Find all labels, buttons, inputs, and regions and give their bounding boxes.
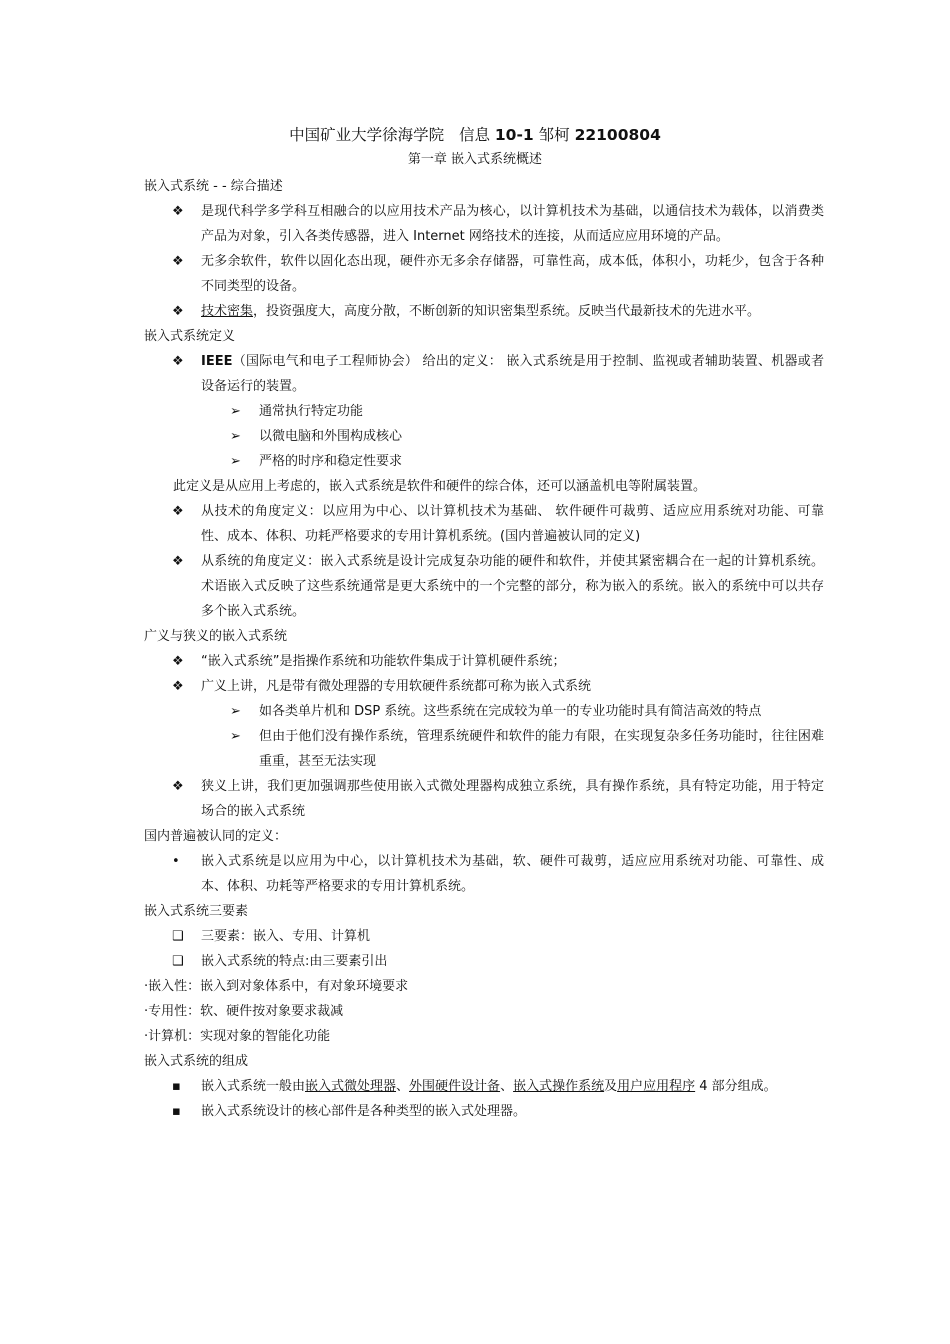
- diamond-bullet-icon: ❖: [172, 654, 184, 669]
- class-prefix: 信息: [458, 126, 490, 144]
- diamond-bullet-icon: ❖: [172, 679, 184, 694]
- document-body: [144, 174, 824, 1124]
- underlined-term: 技术密集: [201, 304, 254, 319]
- chapter-title: 第一章 嵌入式系统概述: [407, 152, 543, 167]
- arrow-bullet-icon: ➢: [230, 704, 241, 719]
- feature-line: ·计算机：实现对象的智能化功能: [144, 1029, 331, 1044]
- sub-list-item: [144, 399, 824, 424]
- list-item-text: 三要素：嵌入、专用、计算机: [201, 929, 371, 944]
- ieee-term: IEEE: [201, 354, 233, 369]
- list-item-text: 嵌入式系统设计的核心部件是各种类型的嵌入式处理器。: [201, 1104, 527, 1119]
- list-item-text: 狭义上讲，我们更加强调那些使用嵌入式微处理器构成独立系统，具有操作系统，具有特定功能，用于特定场合的嵌入式系统: [201, 779, 824, 819]
- list-item: [144, 349, 824, 399]
- list-item-text: 从系统的角度定义：嵌入式系统是设计完成复杂功能的硬件和软件，并使其紧密耦合在一起的计算机系统。术语嵌入式反映了这些系统通常是更大系统中的一个完整的部分，称为嵌入的系统。嵌入的系统中可以共存多个嵌入式系统。: [201, 554, 824, 619]
- arrow-bullet-icon: ➢: [230, 454, 241, 469]
- diamond-bullet-icon: ❖: [172, 304, 184, 319]
- underlined-term: 外围硬件设计备: [409, 1079, 501, 1094]
- student-id: 22100804: [574, 126, 661, 144]
- section-title: 嵌入式系统定义: [144, 329, 236, 344]
- diamond-bullet-icon: ❖: [172, 354, 184, 369]
- arrow-bullet-icon: ➢: [230, 729, 241, 744]
- list-item: [144, 949, 824, 974]
- list-item-text: 是现代科学多学科互相融合的以应用技术产品为核心，以计算机技术为基础，以通信技术为载体，以消费类产品为对象，引入各类传感器，进入 Internet 网络技术的连接，从而适应应用环境的产品。: [201, 204, 824, 244]
- diamond-bullet-icon: ❖: [172, 204, 184, 219]
- list-item-text: “嵌入式系统”是指操作系统和功能软件集成于计算机硬件系统；: [201, 654, 566, 669]
- paragraph: 此定义是从应用上考虑的，嵌入式系统是软件和硬件的综合体，还可以涵盖机电等附属装置。: [173, 479, 707, 494]
- underlined-term: 嵌入式微处理器: [305, 1079, 397, 1094]
- diamond-bullet-icon: ❖: [172, 779, 184, 794]
- arrow-bullet-icon: ➢: [230, 429, 241, 444]
- list-item-text: （国际电气和电子工程师协会） 给出的定义： 嵌入式系统是用于控制、监视或者辅助装置、机器或者设备运行的装置。: [201, 354, 824, 394]
- list-item-text: 4 部分组成。: [695, 1079, 777, 1094]
- feature-line: ·嵌入性：嵌入到对象体系中，有对象环境要求: [144, 979, 409, 994]
- section-title: 嵌入式系统三要素: [144, 904, 249, 919]
- list-item-text: 嵌入式系统的特点:由三要素引出: [201, 954, 388, 969]
- sub-list-item: [144, 699, 824, 724]
- separator: 、: [396, 1079, 410, 1094]
- dot-bullet-icon: •: [172, 854, 180, 869]
- section-title: 广义与狭义的嵌入式系统: [144, 629, 288, 644]
- underlined-term: 用户应用程序: [617, 1079, 696, 1094]
- list-item-text: 无多余软件，软件以固化态出现，硬件亦无多余存储器，可靠性高，成本低，体积小，功耗少，包含于各种不同类型的设备。: [201, 254, 824, 294]
- sub-list-item-text: 以微电脑和外围构成核心: [259, 429, 403, 444]
- section-title: 嵌入式系统 - - 综合描述: [144, 179, 283, 194]
- list-item: [144, 299, 824, 324]
- list-item: [144, 774, 824, 824]
- small-square-bullet-icon: ▪: [172, 1104, 181, 1119]
- list-item-text: 从技术的角度定义：以应用为中心、以计算机技术为基础、 软件硬件可裁剪、适应应用系统对功能、可靠性、成本、体积、功耗严格要求的专用计算机系统。(国内普遍被认同的定义): [201, 504, 824, 544]
- diamond-bullet-icon: ❖: [172, 504, 184, 519]
- underlined-term: 嵌入式操作系统: [513, 1079, 605, 1094]
- sub-list-item-text: 如各类单片机和 DSP 系统。这些系统在完成较为单一的专业功能时具有简洁高效的特点: [259, 704, 762, 719]
- separator: 、: [500, 1079, 514, 1094]
- list-item: [144, 499, 824, 549]
- list-item: [144, 674, 824, 699]
- feature-line: ·专用性：软、硬件按对象要求裁减: [144, 1004, 344, 1019]
- author-name: 邹柯: [538, 126, 570, 144]
- list-item: [144, 1074, 824, 1099]
- section-title: 嵌入式系统的组成: [144, 1054, 249, 1069]
- list-item-text: ，投资强度大，高度分散，不断创新的知识密集型系统。反映当代最新技术的先进水平。: [253, 304, 761, 319]
- square-bullet-icon: ❑: [172, 929, 184, 944]
- list-item: [144, 1099, 824, 1124]
- sub-list-item: [144, 724, 824, 774]
- class-number: 10-1: [494, 126, 534, 144]
- diamond-bullet-icon: ❖: [172, 254, 184, 269]
- list-item-text: 嵌入式系统一般由: [201, 1079, 306, 1094]
- sub-list-item: [144, 449, 824, 474]
- list-item: [144, 249, 824, 299]
- sub-list-item-text: 通常执行特定功能: [259, 404, 364, 419]
- section-title: 国内普遍被认同的定义：: [144, 829, 288, 844]
- conjunction: 及: [604, 1079, 618, 1094]
- list-item: [144, 849, 824, 899]
- school-name: 中国矿业大学徐海学院: [289, 126, 445, 144]
- diamond-bullet-icon: ❖: [172, 554, 184, 569]
- list-item: [144, 199, 824, 249]
- list-item: [144, 649, 824, 674]
- list-item-text: 广义上讲，凡是带有微处理器的专用软硬件系统都可称为嵌入式系统: [201, 679, 592, 694]
- square-bullet-icon: ❑: [172, 954, 184, 969]
- small-square-bullet-icon: ▪: [172, 1079, 181, 1094]
- list-item: [144, 549, 824, 624]
- sub-list-item: [144, 424, 824, 449]
- list-item-text: 嵌入式系统是以应用为中心，以计算机技术为基础，软、硬件可裁剪，适应应用系统对功能、可靠性、成本、体积、功耗等严格要求的专用计算机系统。: [201, 854, 824, 894]
- sub-list-item-text: 但由于他们没有操作系统，管理系统硬件和软件的能力有限，在实现复杂多任务功能时，往往困难重重，甚至无法实现: [259, 729, 824, 769]
- list-item: [144, 924, 824, 949]
- document-header: [0, 123, 950, 147]
- arrow-bullet-icon: ➢: [230, 404, 241, 419]
- sub-list-item-text: 严格的时序和稳定性要求: [259, 454, 403, 469]
